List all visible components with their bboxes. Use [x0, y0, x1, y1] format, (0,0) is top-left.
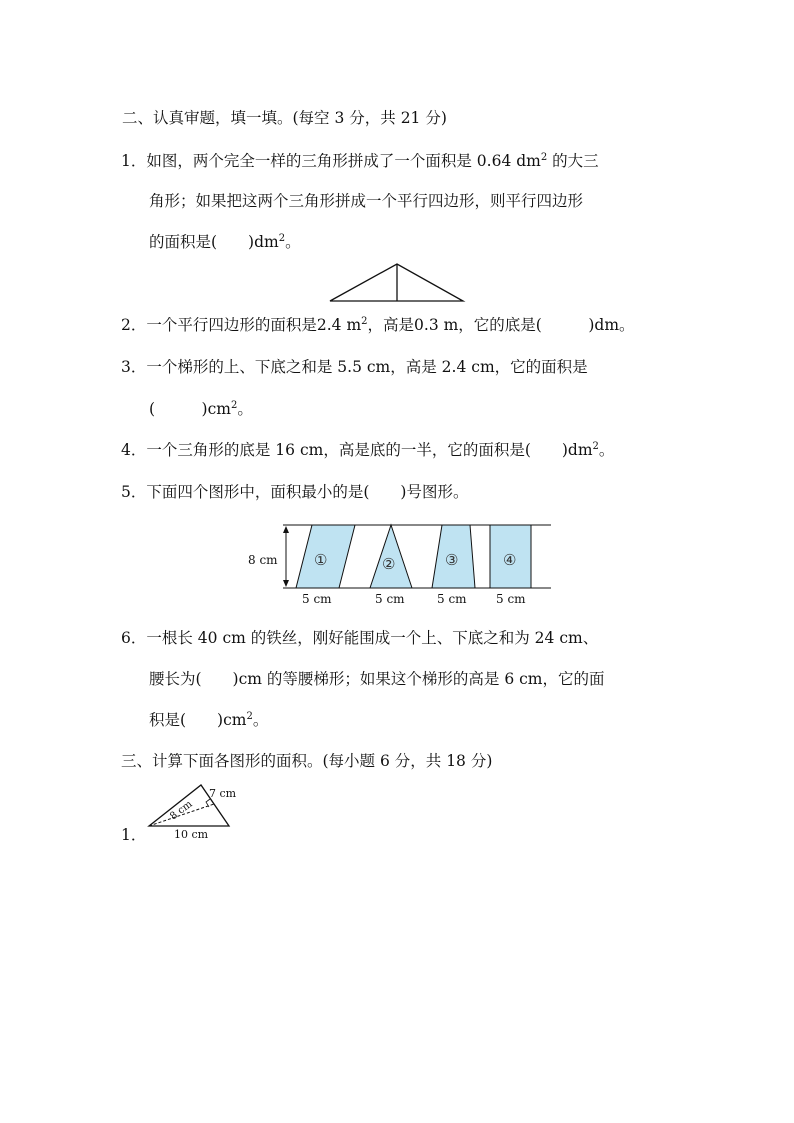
q1-text-1a: 如图，两个完全一样的三角形拼成了一个面积是 0.64 dm: [146, 152, 541, 170]
q4-sup: 2: [592, 440, 599, 452]
q1-text-3b: 。: [285, 233, 301, 251]
q3-number: 3．: [121, 358, 147, 376]
q6-line3: [149, 710, 268, 730]
q5-number: 5．: [121, 483, 147, 501]
q5-text: 下面四个图形中，面积最小的是( )号图形。: [146, 483, 469, 501]
q2-line: [121, 315, 635, 335]
q3-text-2a: ( )cm: [149, 400, 231, 418]
q1-number: 1．: [121, 152, 147, 170]
q3-text-1: 一个梯形的上、下底之和是 5.5 cm，高是 2.4 cm，它的面积是: [146, 358, 588, 376]
s3-q1-side-label: 7 cm: [209, 787, 237, 800]
q6-text-3b: 。: [252, 711, 269, 729]
q4-number: 4．: [121, 441, 147, 459]
q2-number: 2．: [121, 316, 147, 334]
q5-height-label: 8 cm: [248, 553, 278, 567]
s3-q1-number: 1．: [121, 826, 147, 844]
q5-height-arrow-bottom: [283, 580, 289, 587]
q1-text-1b: 的大三: [547, 152, 599, 170]
q6-line2: 腰长为( )cm 的等腰梯形；如果这个梯形的高是 6 cm，它的面: [149, 670, 605, 688]
q1-text-3a: 的面积是( )dm: [149, 233, 279, 251]
q1-sup-1: 2: [540, 151, 548, 163]
s3-q1-height-label: 8 cm: [168, 798, 195, 823]
q3-text-2b: 。: [237, 400, 253, 418]
q5-line: [121, 482, 468, 502]
q6-text-1: 一根长 40 cm 的铁丝，刚好能围成一个上、下底之和为 24 cm、: [146, 629, 599, 647]
q5-shape-3-base-label: 5 cm: [437, 592, 467, 606]
q1-triangle-figure: [326, 261, 468, 305]
q5-shapes-figure: [240, 518, 560, 610]
q5-shape-1-base-label: 5 cm: [302, 592, 332, 606]
q2-sup: 2: [361, 315, 368, 327]
q2-text-b: ，高是0.3 m，它的底是( )dm。: [367, 316, 635, 334]
q3-line2: [149, 399, 253, 419]
q6-text-3a: 积是( )cm: [149, 711, 247, 729]
q3-line1: [121, 357, 588, 377]
s3-q1-right-angle-mark: [206, 799, 210, 807]
q3-sup: 2: [230, 399, 238, 411]
section3-title: 三、计算下面各图形的面积。(每小题 6 分，共 18 分): [121, 752, 493, 770]
q6-line1: [121, 628, 598, 648]
q6-number: 6．: [121, 629, 147, 647]
section2-title: 二、认真审题，填一填。(每空 3 分，共 21 分): [122, 109, 447, 127]
q5-shape-4-base-label: 5 cm: [496, 592, 526, 606]
q5-shape-4-label: ④: [503, 551, 517, 569]
q5-shape-2-label: ②: [382, 555, 396, 573]
s3-q1-triangle-figure: [144, 780, 244, 844]
s3-q1-base-label: 10 cm: [174, 828, 209, 841]
q4-text-a: 一个三角形的底是 16 cm，高是底的一半，它的面积是( )dm: [146, 441, 593, 459]
q5-shape-1-label: ①: [314, 551, 328, 569]
q2-text-a: 一个平行四边形的面积是2.4 m: [146, 316, 362, 334]
q1-sup-3: 2: [278, 232, 286, 244]
q1-line3: [149, 232, 301, 252]
q4-text-b: 。: [598, 441, 615, 459]
q6-sup: 2: [246, 710, 253, 722]
q1-line2: 角形；如果把这两个三角形拼成一个平行四边形，则平行四边形: [149, 192, 584, 210]
q5-shape-2-base-label: 5 cm: [375, 592, 405, 606]
q4-line: [121, 440, 614, 460]
q1-line1: [121, 151, 599, 171]
q5-shape-3-label: ③: [445, 551, 459, 569]
q5-height-arrow-top: [283, 526, 289, 533]
